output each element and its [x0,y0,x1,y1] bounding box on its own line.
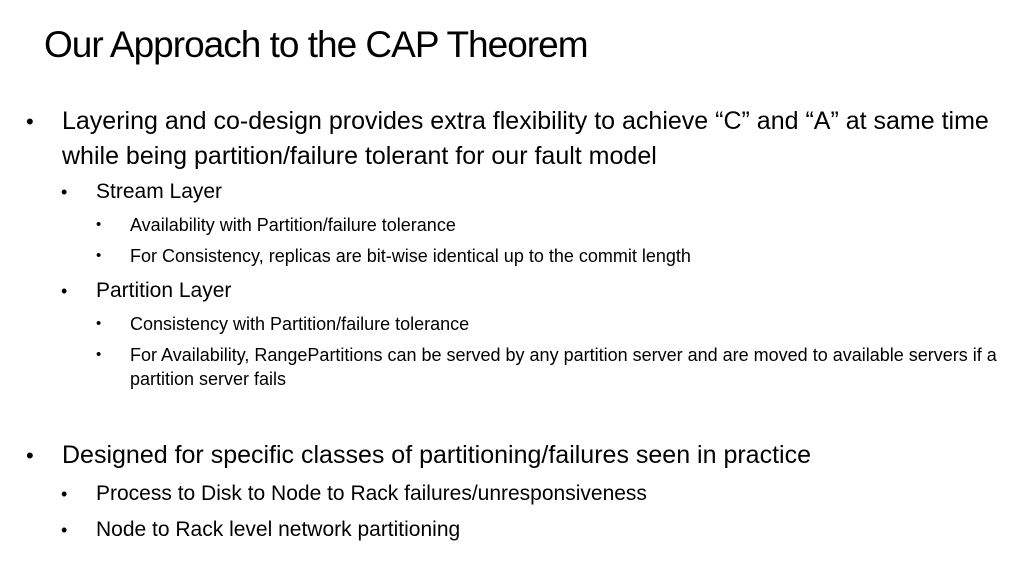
bullet-dot-icon: • [26,109,34,134]
bullet-dot-icon: • [96,216,102,233]
bullet-dot-icon: • [61,182,68,202]
bullet-1-1-text: Stream Layer [96,180,223,203]
slide-title: Our Approach to the CAP Theorem [44,24,588,65]
bullet-dot-icon: • [61,484,68,504]
bullet-1-2-2-text: For Availability, RangePartitions can be served by any partition server and are moved to available servers if a partition server fails [130,345,997,389]
bullet-1-2-text: Partition Layer [96,279,232,302]
bullet-dot-icon: • [96,315,102,332]
bullet-1-1-2-text: For Consistency, replicas are bit-wise identical up to the commit length [130,246,691,266]
bullet-2-text: Designed for specific classes of partitioning/failures seen in practice [62,441,811,469]
bullet-dot-icon: • [61,520,68,540]
bullet-dot-icon: • [61,281,68,301]
bullet-dot-icon: • [96,247,102,264]
bullet-dot-icon: • [96,346,102,363]
bullet-dot-icon: • [26,443,34,468]
bullet-2-1-text: Process to Disk to Node to Rack failures/unresponsiveness [96,482,647,505]
bullet-1-1-1-text: Availability with Partition/failure tolerance [130,215,456,235]
bullet-1-2-1-text: Consistency with Partition/failure tolerance [130,314,470,334]
bullet-1-text: Layering and co-design provides extra flexibility to achieve “C” and “A” at same time while being partition/failure tolerant for our fault model [62,107,989,170]
bullet-2-2-text: Node to Rack level network partitioning [96,518,461,541]
